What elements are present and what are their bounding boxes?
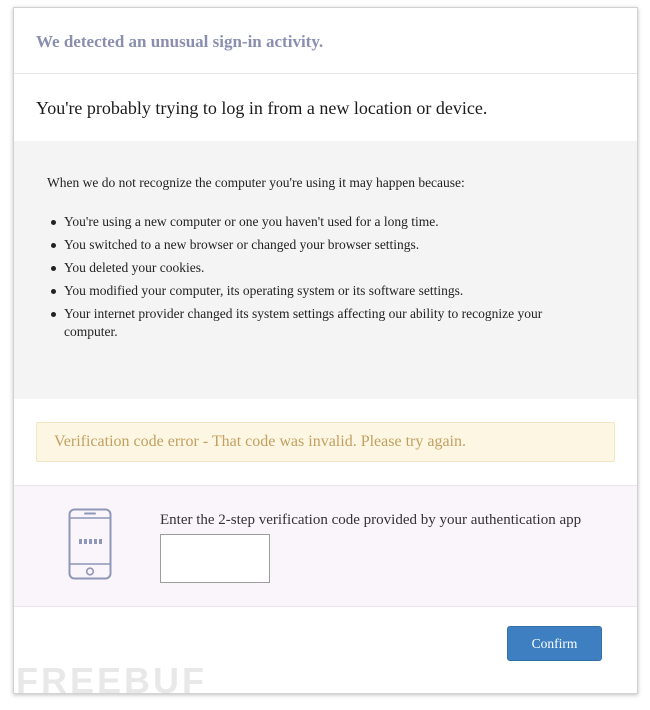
bullet-icon xyxy=(51,266,56,271)
alert-wrap xyxy=(14,399,637,485)
watermark-logo: FREEBUF xyxy=(16,660,207,701)
bullet-icon xyxy=(51,289,56,294)
reasons-intro: When we do not recognize the computer you're using it may happen because: xyxy=(47,175,465,190)
reason-item xyxy=(47,236,597,254)
reason-text: You deleted your cookies. xyxy=(64,260,205,275)
bullet-icon xyxy=(51,312,56,317)
reason-item xyxy=(47,282,597,300)
verification-panel xyxy=(14,485,637,607)
bullet-icon xyxy=(51,220,56,225)
subheading-row xyxy=(14,74,637,141)
confirm-button[interactable]: Confirm xyxy=(507,626,602,661)
reason-item xyxy=(47,213,597,231)
verification-code-input[interactable] xyxy=(160,534,270,583)
error-alert-text: Verification code error - That code was invalid. Please try again. xyxy=(54,433,466,450)
reason-text: You modified your computer, its operating system or its software settings. xyxy=(64,283,464,298)
dialog-header xyxy=(14,8,637,74)
bullet-icon xyxy=(51,243,56,248)
subheading: You're probably trying to log in from a new location or device. xyxy=(36,98,488,118)
reason-text: You switched to a new browser or changed your browser settings. xyxy=(64,237,420,252)
signin-dialog xyxy=(13,7,638,694)
reason-text: You're using a new computer or one you haven't used for a long time. xyxy=(64,214,439,229)
reason-item xyxy=(47,305,597,341)
error-alert xyxy=(36,422,615,462)
smartphone-icon xyxy=(68,508,112,580)
reason-text: Your internet provider changed its system settings affecting our ability to recognize your computer. xyxy=(64,306,543,339)
code-prompt: Enter the 2-step verification code provided by your authentication app xyxy=(160,512,582,528)
reasons-list xyxy=(47,213,597,341)
dialog-title: We detected an unusual sign-in activity. xyxy=(36,32,324,51)
reasons-panel xyxy=(14,141,637,399)
reason-item xyxy=(47,259,597,277)
